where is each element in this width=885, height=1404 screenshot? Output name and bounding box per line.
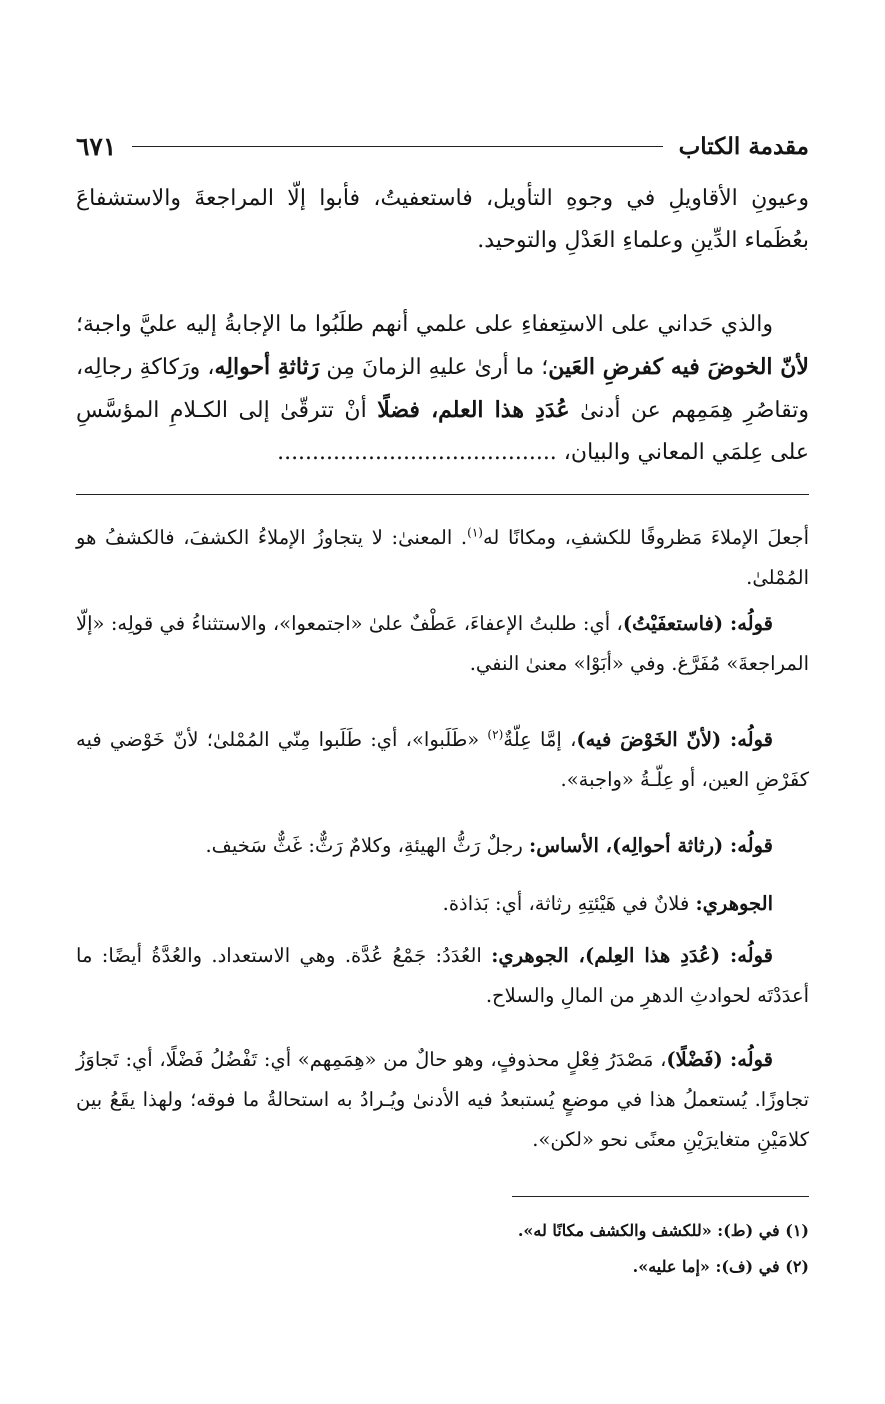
main-paragraph-2: [76, 304, 809, 474]
commentary-1: [76, 518, 809, 598]
commentary-text: رجلٌ رَثُّ الهيئةِ، وكلامٌ رَثٌّ: غَثٌّ سَخيف.: [205, 834, 530, 857]
commentary-lemma: قولُه: (عُدَدِ هذا العِلم)، الجوهري:: [491, 944, 773, 967]
commentary-text: فلانٌ في هَيْئتِهِ رثاثة، أي: بَذاذة.: [442, 892, 696, 915]
commentary-4: [76, 826, 809, 866]
running-header: [76, 126, 809, 166]
commentary-text: ، إمَّا عِلّةٌ: [503, 728, 577, 751]
main-p2-bold-segment: عُدَدِ هذا العلم، فضلًا: [377, 397, 570, 423]
commentary-text: ، مَصْدَرُ فِعْلٍ محذوفٍ، وهو حالٌ من «هِمَمِهم» أي: تَفْضُلُ فَضْلًا، أي: تَجاوَزُ تجاوزًا. يُستعملُ هذا في موضعٍ يُستبعدُ فيه الأدنىٰ ويُـرادُ به استحالةُ ما فوقه؛ ولهذا يقَعُ بين كلامَيْنِ متغايرَيْنِ معنًى نحو «لكن».: [76, 1048, 809, 1151]
chapter-title: مقدمة الكتاب: [678, 132, 809, 160]
commentary-text: «طَلَبوا»، أي: طَلَبوا مِنّي المُمْلىٰ؛ لأنّ خَوْضي فيه كفَرْضِ العين، أو عِلّـةُ «واجبة».: [76, 728, 809, 791]
commentary-lemma: قولُه: (فَضْلًا): [666, 1048, 773, 1071]
commentary-5: [76, 884, 809, 924]
footnote-separator: [512, 1196, 809, 1197]
footnote-marker-2: (٢): [487, 727, 504, 742]
header-rule: [132, 146, 662, 147]
main-paragraph-1: [76, 178, 809, 262]
continuation-dots: ........................................: [277, 440, 557, 465]
footnote-1: (١) في (ط): «للكشف والكشف مكانًا له».: [517, 1221, 809, 1240]
main-p2-segment: والذي حَداني على الاستِعفاءِ على علمي أنهم طلَبُوا ما الإجابةُ إليه عليَّ واجبة؛: [76, 312, 773, 337]
commentary-text: العُدَدُ: جَمْعُ عُدَّة. وهي الاستعداد. والعُدَّةُ أيضًا: ما أعدَدْتَه لحوادثِ الدهرِ من المالِ والسلاح.: [76, 944, 809, 1007]
main-p2-bold-segment: رَثاثةِ أحوالِه: [214, 354, 320, 380]
main-p2-segment: ، ورَكاكةِ رجالِه، وتقاصُرِ هِمَمِهم عن أدنىٰ: [76, 355, 810, 423]
commentary-lemma: الجوهري:: [695, 892, 773, 915]
main-paragraph-1-text: وعيونِ الأقاويلِ في وجوهِ التأويل، فاستعفيتُ، فأبوا إلّا المراجعةَ والاستشفاعَ بعُظَماء الدِّينِ وعلماءِ العَدْلِ والتوحيد.: [76, 186, 809, 253]
page-number: ٦٧١: [76, 131, 117, 161]
footnote-marker-1: (١): [467, 525, 483, 540]
text-commentary-divider: [76, 494, 809, 495]
main-p2-bold-segment: لأنّ الخوضَ فيه كفرضِ العَين: [548, 354, 809, 380]
commentary-text: ، أي: طلبتُ الإعفاءَ، عَطْفٌ علىٰ «اجتمعوا»، والاستثناءُ في قولِه: «إلّا المراجعةَ» مُفَرَّغ. وفي «أبَوْا» معنىٰ النفي.: [76, 612, 809, 675]
main-p2-segment: ؛ ما أرىٰ عليهِ الزمانَ مِن: [319, 355, 549, 380]
commentary-lemma: قولُه: (لأنّ الخَوْضَ فيه): [576, 728, 773, 751]
commentary-text: أجعلَ الإملاءَ مَظروفًا للكشفِ، ومكانًا له: [482, 526, 809, 549]
commentary-lemma: قولُه: (فاستعفَيْتُ): [622, 612, 773, 635]
main-p2-segment: أنْ تترقّىٰ إلى الكـلامِ المؤسَّسِ على عِلمَي المعاني والبيان،: [76, 398, 809, 465]
footnote-2: (٢) في (ف): «إما عليه».: [632, 1257, 809, 1276]
commentary-text: . المعنىٰ: لا يتجاوزُ الإملاءُ الكشفَ، فالكشفُ هو المُمْلىٰ.: [76, 526, 809, 589]
commentary-6: [76, 936, 809, 1016]
commentary-lemma: قولُه: (رثاثة أحوالِه)، الأساس:: [529, 834, 773, 857]
commentary-3: [76, 720, 809, 800]
commentary-2: [76, 604, 809, 684]
commentary-7: [76, 1040, 809, 1160]
